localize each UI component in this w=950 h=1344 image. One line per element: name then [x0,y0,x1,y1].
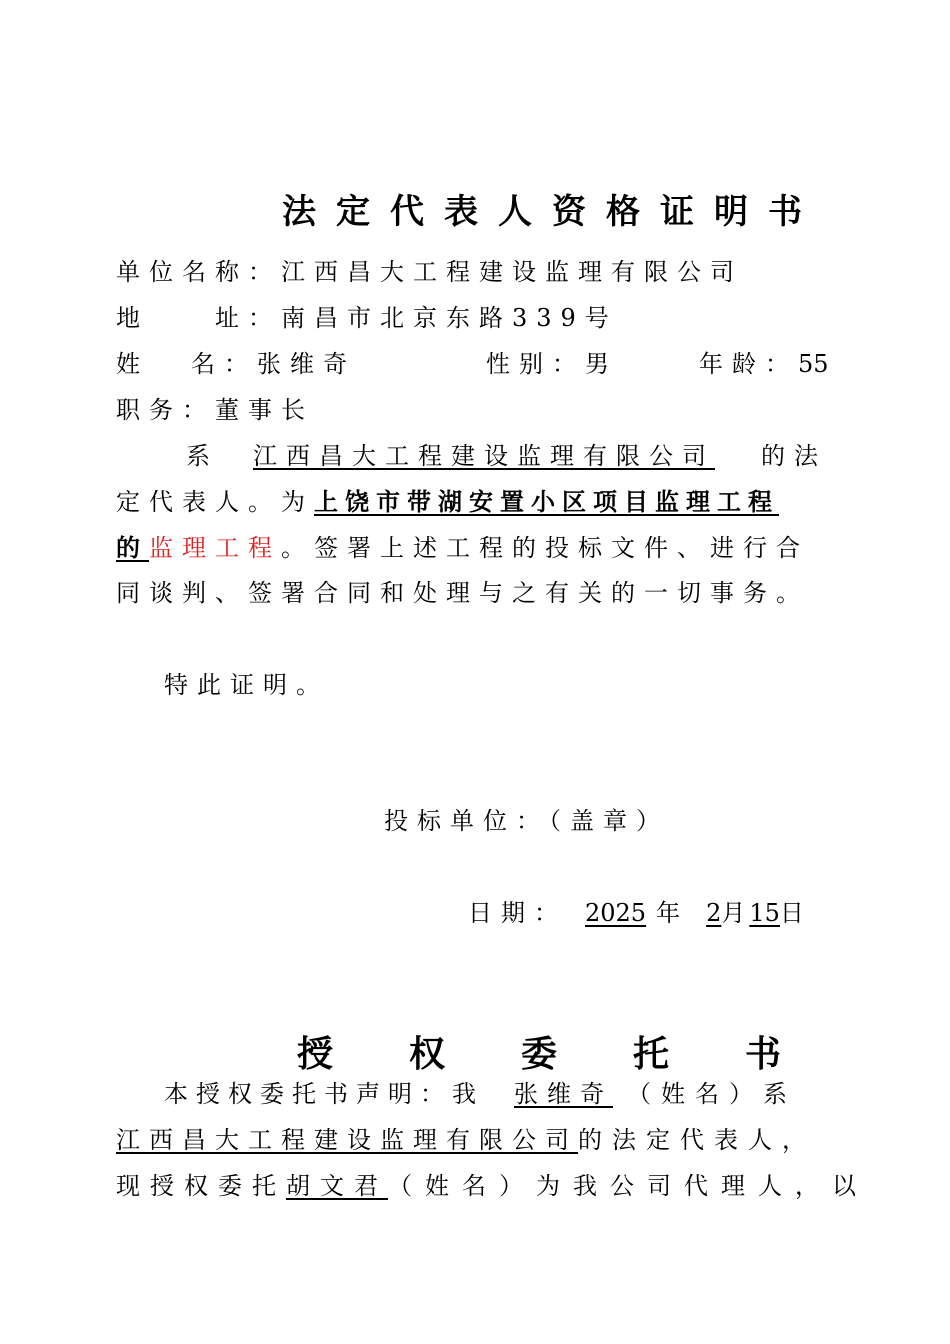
date-line [468,898,804,928]
date-month: 2 [706,899,722,927]
date-label: 日期： [468,899,567,927]
unit-name-label: 单位名称： [116,258,281,286]
name-value: 张维奇 [257,350,356,378]
paragraph-line-1 [186,441,827,471]
para-company-underlined: 江西昌大工程建设监理有限公司 [253,442,715,470]
auth-line3-prefix: 现授权委托 [116,1172,286,1200]
date-month-unit: 月 [721,899,746,927]
certificate-title: 法定代表人资格证明书 [282,192,822,232]
paragraph-line-3 [116,533,809,563]
address-label-char2: 址： [215,304,281,332]
name-label-char1: 姓 [116,350,149,378]
project-name-end: 的 [116,533,149,562]
gender-label: 性别： [486,350,585,378]
project-name: 上饶市带湖安置小区项目监理工程 [314,487,779,516]
authorization-title: 授权委托书 [297,1033,858,1075]
para-line3-rest: 。签署上述工程的投标文件、进行合 [281,534,809,562]
position-label: 职务： [116,396,215,424]
name-label-char2: 名： [191,350,257,378]
age-label: 年龄： [699,350,798,378]
para-prefix: 系 [186,442,219,470]
auth-line1-prefix: 本授权委托书声明：我 [164,1080,484,1108]
position-row [116,395,314,425]
bidder-seal-line: 投标单位：（盖章） [384,807,669,835]
name-row [116,349,356,379]
address-label-char1: 地 [116,304,149,332]
auth-line-1 [164,1079,797,1109]
gender-field [486,349,618,379]
date-day: 15 [749,899,780,927]
paragraph-line-4: 同谈判、签署合同和处理与之有关的一切事务。 [116,579,809,607]
date-year: 2025 [585,899,647,927]
principal-name: 张维奇 [514,1080,613,1108]
supervision-project-red: 监理工程 [149,534,281,562]
date-year-unit: 年 [656,899,681,927]
para-line2-prefix: 定代表人。为 [116,488,314,516]
auth-line2-suffix: 的法定代表人， [578,1126,816,1154]
auth-line3-suffix: （姓名）为我公司代理人，以 [388,1172,869,1200]
gender-value: 男 [585,350,618,378]
auth-company-name: 江西昌大工程建设监理有限公司 [116,1126,578,1154]
auth-line1-suffix: （姓名）系 [627,1080,797,1108]
date-day-unit: 日 [779,899,804,927]
unit-name-value: 江西昌大工程建设监理有限公司 [281,258,743,286]
age-value: 55 [798,350,829,378]
position-value: 董事长 [215,396,314,424]
age-field [699,349,829,379]
paragraph-line-2 [116,487,779,517]
unit-name-row [116,257,743,287]
auth-line-3 [116,1171,869,1201]
address-row [116,303,618,333]
closing-statement: 特此证明。 [164,671,329,699]
address-value: 南昌市北京东路339号 [281,304,618,332]
para-suffix: 的法 [761,442,827,470]
auth-line-2 [116,1125,816,1155]
agent-name: 胡文君 [286,1172,388,1200]
